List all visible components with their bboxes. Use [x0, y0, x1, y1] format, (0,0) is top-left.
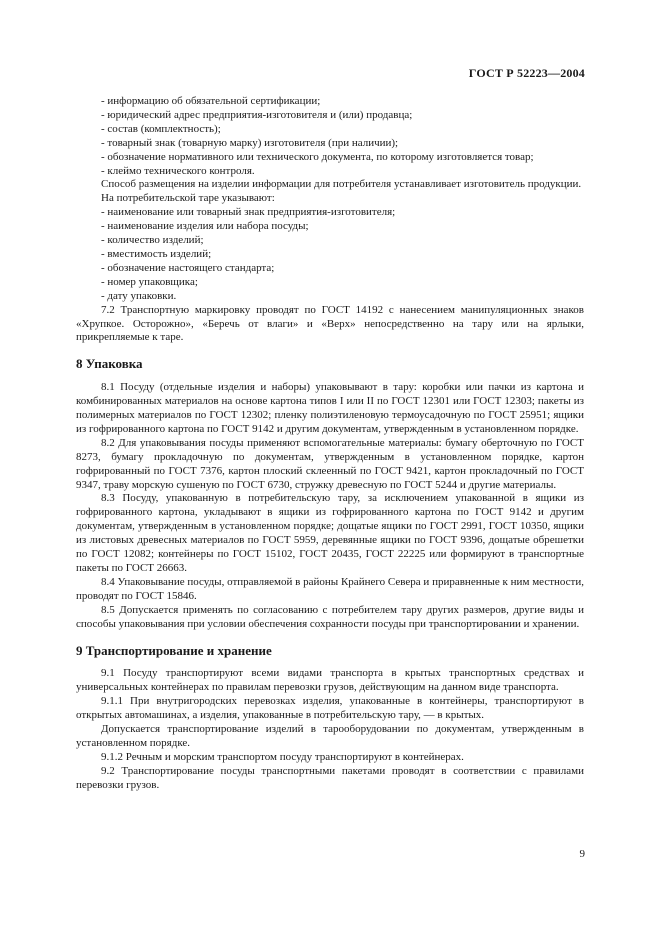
- paragraph-method: Способ размещения на изделии информации для потребителя устанавливает изготовитель продукции.: [101, 178, 582, 191]
- list-item: - юридический адрес предприятия-изготовителя и (или) продавца;: [101, 108, 413, 121]
- list-item: - обозначение нормативного или технического документа, по которому изготовляется товар;: [101, 150, 534, 163]
- list-item: - состав (комплектность);: [101, 122, 221, 135]
- list-item: - количество изделий;: [101, 234, 204, 247]
- paragraph-9-1-1-note: Допускается транспортирование изделий в тарооборудовании по документам, утвержденным в установленном порядке.: [76, 723, 584, 749]
- paragraph-9-2: 9.2 Транспортирование посуды транспортными пакетами проводят в соответствии с правилами перевозки грузов.: [76, 764, 584, 791]
- paragraph-8-3: 8.3 Посуду, упакованную в потребительскую тару, за исключением упакованной в ящики из гофрированного картона, укладывают в ящики из гофрированного картона по ГОСТ 9142 и другим документам, утвержденным в установленном порядке; дощатые ящики по ГОСТ 2991, ГОСТ 10350, ящики из листовых древесных материалов по ГОСТ 5959, деревянные ящики по ГОСТ 9396, дощатые обрешетки по ГОСТ 12082; контейнеры по ГОСТ 15102, ГОСТ 20435, ГОСТ 22225 или формируют в транспортные пакеты по ГОСТ 26663.: [76, 492, 584, 574]
- section-9-title: 9 Транспортирование и хранение: [76, 642, 272, 658]
- paragraph-8-1: 8.1 Посуду (отдельные изделия и наборы) упаковывают в тару: коробки или пачки из картона и комбинированных материалов на основе картона типов I или II по ГОСТ 12301 или ГОСТ 12303; пакеты из полимерных материалов по ГОСТ 12302; пленку полиэтиленовую термоусадочную по ГОСТ 25951; ящики из гофрированного картона по ГОСТ 9142 и другим документам, утвержденным в установленном порядке.: [76, 381, 584, 435]
- paragraph-9-1-2: 9.1.2 Речным и морским транспортом посуду транспортируют в контейнерах.: [101, 750, 464, 763]
- list-item: - информацию об обязательной сертификации;: [101, 95, 321, 107]
- paragraph-7-2: 7.2 Транспортную маркировку проводят по ГОСТ 14192 с нанесением манипуляционных знаков «Хрупкое. Осторожно», «Беречь от влаги» и «Верх» непосредственно на тару или на ярлыки, прикрепляемые к таре.: [76, 303, 584, 344]
- paragraph-8-4: 8.4 Упаковывание посуды, отправляемой в районы Крайнего Севера и приравненные к ним местности, проводят по ГОСТ 15846.: [76, 575, 584, 602]
- list-item: - наименование изделия или набора посуды;: [101, 220, 309, 233]
- list-item: - обозначение настоящего стандарта;: [101, 261, 275, 274]
- list-item: - товарный знак (товарную марку) изготовителя (при наличии);: [101, 136, 399, 149]
- info-list: [101, 95, 584, 178]
- paragraph-tara-intro: На потребительской таре указывают:: [101, 192, 275, 205]
- list-item: - дату упаковки.: [101, 289, 177, 302]
- paragraph-8-2: 8.2 Для упаковывания посуды применяют вспомогательные материалы: бумагу оберточную по ГОСТ 8273, бумагу прокладочную по документам, утвержденным в установленном порядке, картон гофрированный по ГОСТ 7376, картон плоский склеенный по ГОСТ 9421, картон прокладочный по ГОСТ 9347, траву морскую сушеную по ГОСТ 6730, стружку древесную по ГОСТ 5244 и другие материалы.: [76, 436, 584, 491]
- paragraph-9-1: 9.1 Посуду транспортируют всеми видами транспорта в крытых транспортных средствах и универсальных контейнерах по правилам перевозки грузов, действующим на данном виде транспорта.: [76, 667, 584, 694]
- list-item: - номер упаковщика;: [101, 275, 198, 288]
- document-body: [76, 95, 584, 793]
- page-number: 9: [579, 848, 585, 860]
- paragraph-8-5: 8.5 Допускается применять по согласованию с потребителем тару других размеров, другие виды и способы упаковывания при условии обеспечения сохранности посуды при транспортировании и хранении.: [76, 603, 584, 630]
- section-8-title: 8 Упаковка: [76, 356, 143, 372]
- paragraph-9-1-1: 9.1.1 При внутригородских перевозках изделия, упакованные в контейнеры, транспортируют в открытых автомашинах, а изделия, упакованные в потребительскую тару, — в крытых.: [76, 695, 584, 722]
- list-item: - клеймо технического контроля.: [101, 164, 255, 177]
- list-item: - вместимость изделий;: [101, 247, 212, 260]
- list-item: - наименование или товарный знак предприятия-изготовителя;: [101, 206, 396, 219]
- tara-list: [101, 206, 584, 303]
- document-header-id: ГОСТ Р 52223—2004: [468, 66, 585, 80]
